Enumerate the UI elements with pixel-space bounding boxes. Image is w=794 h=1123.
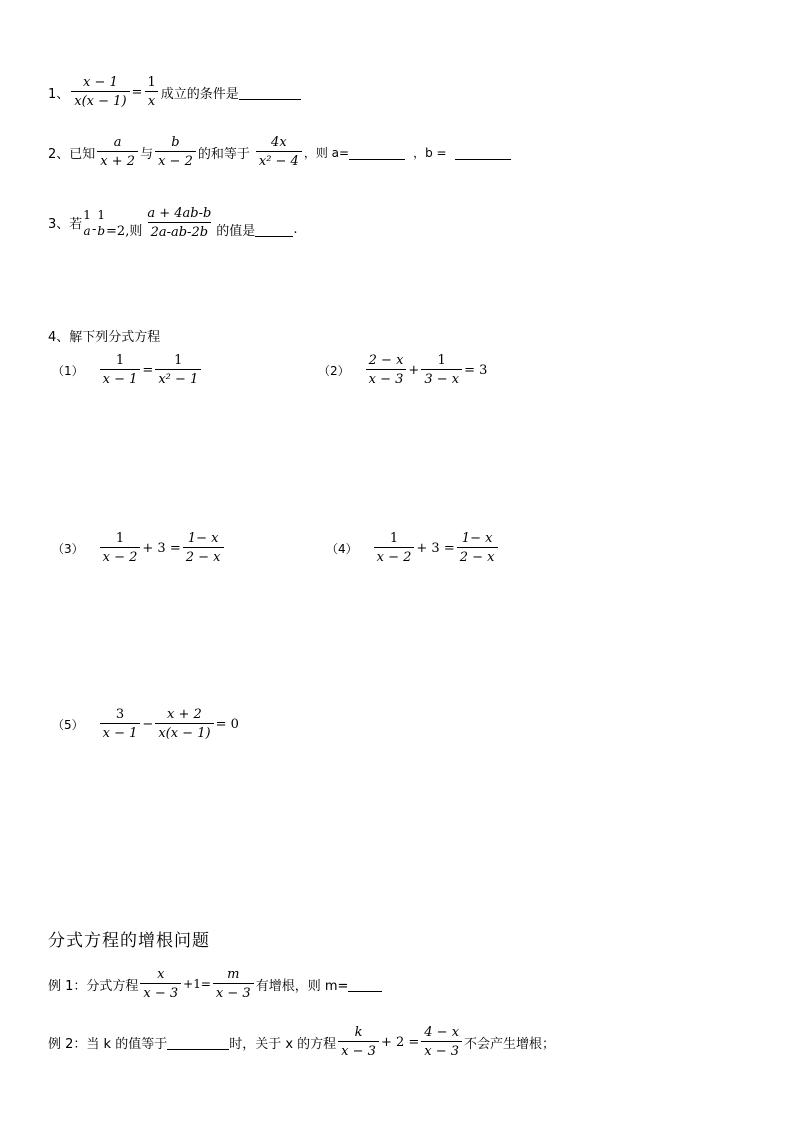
fraction: [97, 136, 138, 168]
problem-label: （5）: [52, 717, 84, 732]
fraction: [155, 708, 213, 740]
question-number: 3、: [48, 217, 70, 232]
numerator: 3: [115, 707, 125, 722]
fraction: [338, 1026, 379, 1058]
numerator: 4x: [271, 135, 287, 150]
fraction: [82, 209, 92, 237]
fraction: [100, 532, 141, 564]
question-text: ，则 a=: [303, 145, 350, 160]
operator: + 3 =: [416, 540, 455, 556]
denominator: 2 − x: [183, 547, 224, 564]
minus-sign: -: [91, 222, 97, 237]
numerator: 1− x: [187, 531, 219, 546]
problem-2: [318, 354, 487, 386]
problem-label: （4）: [326, 541, 358, 556]
equals-sign: =: [142, 362, 154, 378]
fraction: [100, 354, 141, 386]
equals-value: = 0: [215, 716, 239, 732]
equals-value: = 3: [464, 362, 488, 378]
fraction: [140, 968, 181, 1000]
fraction: [421, 354, 462, 386]
fraction: [366, 354, 407, 386]
question-number: 2、: [48, 146, 70, 162]
problem-label: （1）: [52, 363, 84, 378]
numerator: x: [157, 967, 165, 982]
fraction: [144, 207, 214, 239]
denominator: x − 2: [374, 547, 415, 564]
question-text: ，b =: [413, 145, 447, 160]
numerator: b: [171, 135, 180, 150]
question-text: 的值是: [216, 224, 256, 239]
numerator: 1: [83, 207, 91, 222]
denominator: x − 3: [366, 369, 407, 386]
denominator: x − 3: [338, 1041, 379, 1058]
denominator: b: [97, 223, 106, 238]
numerator: x − 1: [83, 75, 118, 90]
example-text: 时，关于 x 的方程: [229, 1036, 337, 1052]
numerator: 1: [174, 353, 183, 368]
question-1: [48, 76, 301, 108]
fraction: [457, 532, 498, 564]
answer-blank[interactable]: [167, 1035, 229, 1050]
numerator: a: [113, 135, 122, 150]
answer-blank[interactable]: [255, 222, 293, 237]
denominator: x(x − 1): [71, 91, 129, 108]
denominator: x − 3: [140, 983, 181, 1000]
answer-blank[interactable]: [239, 85, 301, 100]
numerator: a + 4ab-b: [147, 205, 212, 221]
numerator: 1− x: [461, 531, 493, 546]
numerator: 1: [437, 353, 446, 368]
problem-4: [326, 532, 500, 564]
problem-label: （2）: [318, 363, 350, 378]
question-text: =2,则: [106, 224, 143, 239]
fraction: [96, 209, 106, 237]
problem-5: [52, 708, 239, 740]
numerator: m: [227, 967, 240, 982]
question-2: [48, 136, 511, 168]
numerator: 1: [115, 353, 125, 368]
example-text: 不会产生增根；: [464, 1036, 556, 1052]
question-3: [48, 206, 297, 239]
question-text: 已知: [69, 146, 96, 162]
fraction: [155, 136, 196, 168]
operator: +1=: [183, 977, 211, 991]
answer-blank[interactable]: [348, 977, 382, 992]
denominator: x − 2: [100, 547, 141, 564]
numerator: 1: [115, 531, 125, 546]
example-1: [48, 968, 382, 1000]
denominator: 2a-ab-2b: [148, 222, 211, 239]
numerator: 1: [389, 531, 399, 546]
example-text: 有增根，则 m=: [255, 978, 349, 994]
section-title: 分式方程的增根问题: [48, 931, 210, 951]
question-text: 成立的条件是: [160, 86, 239, 102]
numerator: x + 2: [167, 707, 202, 722]
fraction: [155, 354, 201, 386]
example-text: 例 2：当 k 的值等于: [48, 1036, 168, 1052]
period: .: [293, 222, 298, 237]
denominator: x: [145, 91, 158, 108]
denominator: x(x − 1): [155, 723, 213, 740]
numerator: 1: [147, 75, 156, 90]
fraction: [100, 708, 141, 740]
fraction: [421, 1026, 462, 1058]
numerator: 2 − x: [368, 353, 404, 368]
numerator: 4 − x: [424, 1025, 460, 1040]
question-text: 的和等于: [197, 146, 250, 162]
denominator: 3 − x: [421, 369, 462, 386]
denominator: x − 2: [155, 151, 196, 168]
denominator: x² − 4: [256, 151, 302, 168]
fraction: [144, 76, 158, 108]
example-text: 例 1：分式方程: [48, 978, 139, 994]
denominator: 2 − x: [457, 547, 498, 564]
operator: + 3 =: [142, 540, 181, 556]
numerator: k: [354, 1025, 363, 1040]
problem-1: [52, 354, 203, 386]
question-text: 若: [69, 217, 83, 232]
answer-blank-b[interactable]: [455, 145, 511, 160]
question-number: 1、: [48, 86, 70, 102]
fraction: [71, 76, 129, 108]
plus-sign: +: [408, 362, 420, 378]
denominator: x − 1: [100, 723, 141, 740]
answer-blank-a[interactable]: [349, 145, 405, 160]
denominator: x + 2: [97, 151, 138, 168]
problem-3: [52, 532, 226, 564]
denominator: x − 3: [421, 1041, 462, 1058]
operator: + 2 =: [380, 1034, 420, 1050]
denominator: x² − 1: [155, 369, 201, 386]
question-text: 与: [140, 146, 154, 162]
problem-label: （3）: [52, 541, 84, 556]
example-2: [48, 1026, 555, 1058]
denominator: x − 3: [213, 983, 254, 1000]
fraction: [183, 532, 224, 564]
fraction: [256, 136, 302, 168]
minus-sign: −: [142, 716, 154, 732]
equals-sign: =: [131, 84, 143, 100]
fraction: [213, 968, 254, 1000]
numerator: 1: [97, 207, 105, 222]
question-4-title: 4、解下列分式方程: [48, 330, 161, 345]
denominator: x − 1: [100, 369, 141, 386]
fraction: [374, 532, 415, 564]
denominator: a: [83, 223, 91, 238]
